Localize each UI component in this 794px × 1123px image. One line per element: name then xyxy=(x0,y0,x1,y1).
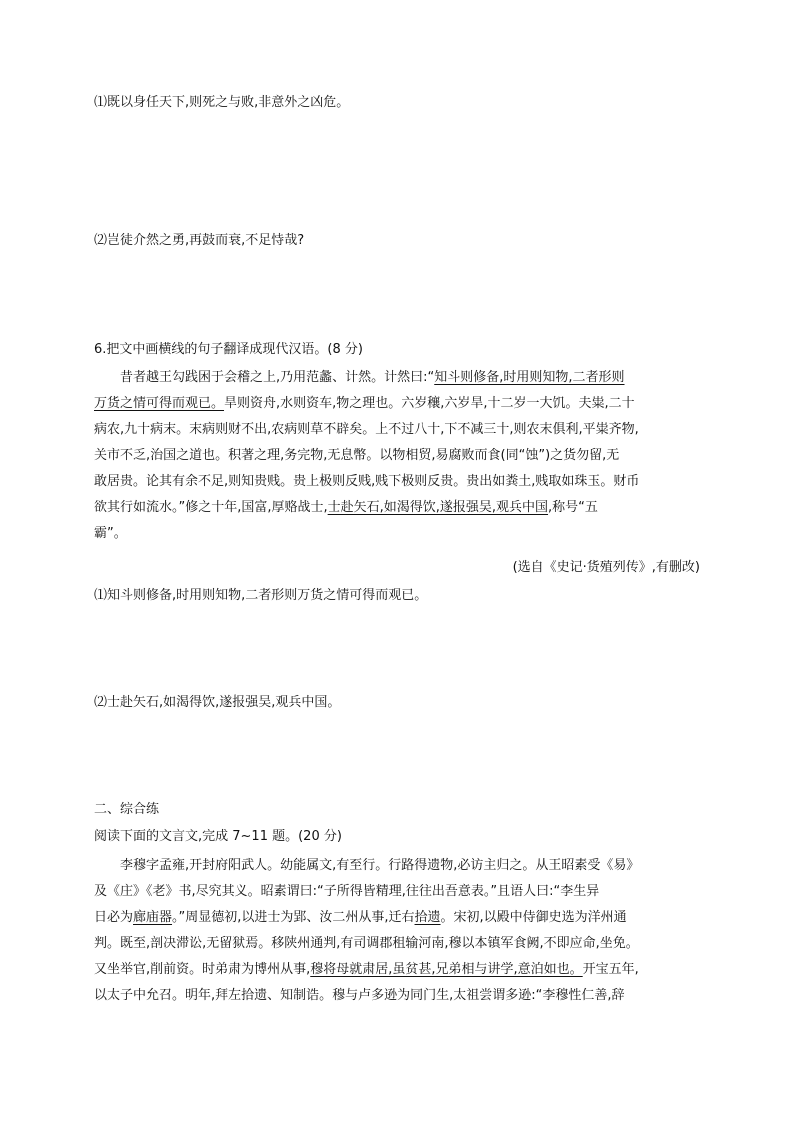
passage2-line-1: 李穆字孟雍,开封府阳武人。幼能属文,有至行。行路得遗物,必访主归之。从王昭素受《易》 xyxy=(120,858,640,873)
q5-item-1: ⑴既以身任天下,则死之与败,非意外之凶危。 xyxy=(94,95,350,110)
passage-line-1 xyxy=(120,368,625,388)
passage-text: 欲其行如流水。”修之十年,国富,厚赂战士, xyxy=(94,500,328,515)
underlined-sentence: 穆将母就肃居,虽贫甚,兄弟相与讲学,意泊如也。 xyxy=(310,962,583,977)
section-heading: 二、综合练 xyxy=(94,802,160,817)
passage-text: 开宝五年, xyxy=(582,962,639,977)
underlined-term: 拾遗 xyxy=(414,910,441,925)
passage2-line-3 xyxy=(94,908,627,928)
underlined-sentence: 万货之情可得而观已。 xyxy=(94,396,225,411)
underlined-term: 廊庙器 xyxy=(133,910,173,925)
passage-line-5: 敢居贵。论其有余不足,则知贵贱。贵上极则反贱,贱下极则反贵。贵出如粪土,贱取如珠玉。财币 xyxy=(94,474,640,489)
q6-item-1: ⑴知斗则修备,时用则知物,二者形则万货之情可得而观已。 xyxy=(94,588,428,603)
passage-line-7: 霸”。 xyxy=(94,526,127,541)
question-6-heading: 6.把文中画横线的句子翻译成现代汉语。(8 分) xyxy=(94,342,363,357)
passage-line-6 xyxy=(94,498,598,518)
passage-text: 旱则资舟,水则资车,物之理也。六岁穰,六岁旱,十二岁一大饥。夫粜,二十 xyxy=(224,396,635,411)
passage2-line-4: 判。既至,剖决滞讼,无留狱焉。移陕州通判,有司调郡租输河南,穆以本镇军食阙,不即应命,坐免。 xyxy=(94,936,639,951)
passage-line-3: 病农,九十病末。末病则财不出,农病则草不辟矣。上不过八十,下不减三十,则农末俱利,平粜齐物, xyxy=(94,422,639,437)
section-instruction: 阅读下面的文言文,完成 7~11 题。(20 分) xyxy=(94,829,342,844)
passage-text: 日必为 xyxy=(94,910,134,925)
passage-text: 又坐举官,削前资。时弟肃为博州从事, xyxy=(94,962,311,977)
q5-item-2: ⑵岂徒介然之勇,再鼓而衰,不足恃哉? xyxy=(94,233,305,248)
passage-line-4: 关市不乏,治国之道也。积著之理,务完物,无息幣。以物相贸,易腐败而食(同“蚀”)之货勿留,无 xyxy=(94,448,620,463)
passage-line-2 xyxy=(94,394,635,414)
passage2-line-6: 以太子中允召。明年,拜左拾遗、知制诰。穆与卢多逊为同门生,太祖尝谓多逊:“李穆性仁善,辞 xyxy=(94,988,625,1003)
underlined-sentence: 知斗则修备,时用则知物,二者形则 xyxy=(434,370,625,385)
passage-text: 。宋初,以殿中侍御史选为洋州通 xyxy=(440,910,627,925)
q6-item-2: ⑵士赴矢石,如渴得饮,遂报强吴,观兵中国。 xyxy=(94,695,341,710)
source-citation: (选自《史记·货殖列传》,有删改) xyxy=(512,560,700,575)
underlined-sentence: 士赴矢石,如渴得饮,遂报强吴,观兵中国 xyxy=(327,500,549,515)
passage-text: ,称号“五 xyxy=(548,500,598,515)
passage2-line-2: 及《庄》《老》书,尽究其义。昭素谓曰:“子所得皆精理,往往出吾意表。”且语人曰:“李生异 xyxy=(94,884,600,899)
passage2-line-5 xyxy=(94,960,639,980)
passage-text: 。”周显德初,以进士为郢、汝二州从事,迁右 xyxy=(172,910,415,925)
passage-text: 昔者越王勾践困于会稽之上,乃用范蠡、计然。计然曰:“ xyxy=(120,370,435,385)
